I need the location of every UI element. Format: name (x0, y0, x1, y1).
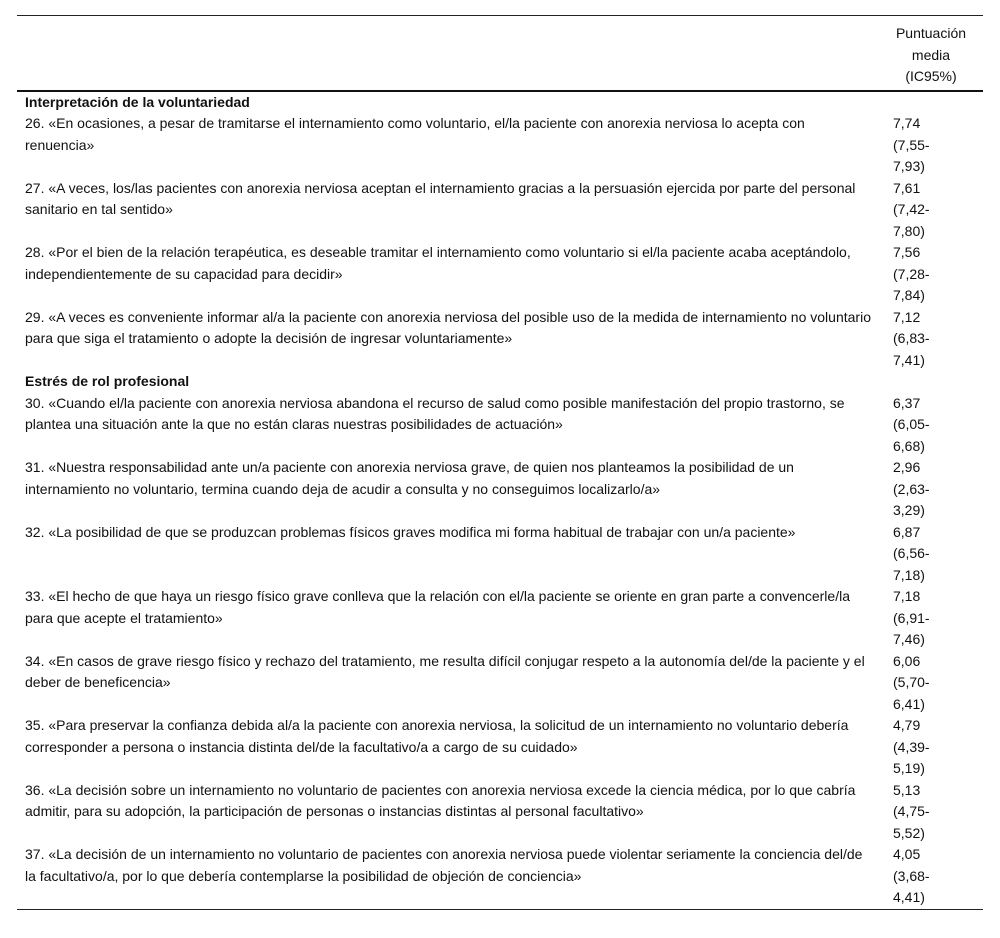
mean-value: 7,74 (893, 115, 921, 131)
confidence-interval: (6,83-7,41) (893, 330, 930, 368)
mean-value: 6,87 (893, 523, 921, 540)
table-row (17, 178, 983, 243)
section-row (17, 91, 983, 114)
section-title: Interpretación de la voluntariedad (25, 93, 250, 110)
item-text: 30. «Cuando el/la paciente con anorexia nerviosa abandona el recurso de salud como posible manifestación del propio trastorno, se plantea una situación ante la que no están claras nuestras posibilidades de actuación» (25, 394, 845, 432)
confidence-interval: (4,75-5,52) (893, 803, 930, 841)
table-row (17, 242, 983, 307)
section-title: Estrés de rol profesional (25, 373, 190, 389)
item-text: 29. «A veces es conveniente informar al/a la paciente con anorexia nerviosa del posible uso de la medida de internamiento no voluntario para que siga el tratamiento o adopte la decisión de ingresar voluntariamente» (25, 308, 871, 346)
header-mean-score: Puntuación media (IC95%) (895, 25, 967, 84)
item-text: 31. «Nuestra responsabilidad ante un/a paciente con anorexia nerviosa grave, de quien nos planteamos la posibilidad de un internamiento no voluntario, termina cuando deja de acudir a consulta y no conseguimos localizarlo/a» (25, 459, 794, 497)
section-row (17, 371, 983, 393)
confidence-interval: (6,05-6,68) (893, 416, 930, 454)
mean-value: 7,56 (893, 244, 921, 260)
confidence-interval: (6,56-7,18) (893, 545, 930, 583)
confidence-interval: (7,28-7,84) (893, 265, 930, 303)
confidence-interval: (5,70-6,41) (893, 674, 930, 712)
mean-value: 2,96 (893, 459, 921, 475)
table-row (17, 307, 983, 372)
item-text: 32. «La posibilidad de que se produzcan problemas físicos graves modifica mi forma habitual de trabajar con un/a paciente» (25, 523, 796, 540)
item-text: 27. «A veces, los/las pacientes con anorexia nerviosa aceptan el internamiento gracias a la persuasión ejercida por parte del personal sanitario en tal sentido» (25, 179, 856, 217)
confidence-interval: (7,42-7,80) (893, 201, 930, 239)
confidence-interval: (2,63-3,29) (893, 480, 930, 518)
mean-score-cell (889, 457, 983, 522)
confidence-interval: (7,55-7,93) (893, 136, 930, 174)
table-row (17, 844, 983, 909)
mean-score-cell (889, 113, 983, 178)
mean-value: 4,05 (893, 846, 921, 862)
item-text: 36. «La decisión sobre un internamiento no voluntario de pacientes con anorexia nerviosa excede la ciencia médica, por lo que cabría admitir, para su adopción, la participación de personas o instancias distintas al personal facultativo» (25, 781, 856, 819)
item-text: 34. «En casos de grave riesgo físico y rechazo del tratamiento, me resulta difícil conjugar respeto a la autonomía del/de la paciente y el deber de beneficencia» (25, 652, 865, 690)
header-row (17, 16, 983, 91)
mean-value: 7,18 (893, 588, 921, 604)
confidence-interval: (3,68-4,41) (893, 867, 930, 905)
mean-score-cell (889, 242, 983, 307)
mean-value: 5,13 (893, 781, 921, 798)
mean-score-cell (889, 178, 983, 243)
item-text: 26. «En ocasiones, a pesar de tramitarse el internamiento como voluntario, el/la paciente con anorexia nerviosa lo acepta con renuencia» (25, 115, 805, 153)
results-table (17, 15, 983, 910)
confidence-interval: (6,91-7,46) (893, 609, 930, 647)
table-row (17, 651, 983, 716)
item-text: 33. «El hecho de que haya un riesgo físico grave conlleva que la relación con el/la paciente se oriente en gran parte a convencerle/la para que acepte el tratamiento» (25, 588, 850, 626)
header-item (17, 16, 889, 91)
mean-score-cell (889, 393, 983, 458)
mean-value: 7,12 (893, 308, 921, 325)
mean-value: 7,61 (893, 179, 921, 196)
mean-value: 6,06 (893, 652, 921, 669)
confidence-interval: (4,39-5,19) (893, 738, 930, 776)
table-row (17, 113, 983, 178)
mean-score-cell (889, 586, 983, 651)
table-row (17, 457, 983, 522)
table-body (17, 91, 983, 910)
mean-score-cell (889, 715, 983, 780)
table-row (17, 586, 983, 651)
table-row (17, 780, 983, 845)
item-text: 37. «La decisión de un internamiento no voluntario de pacientes con anorexia nerviosa puede violentar seriamente la conciencia del/de la facultativo/a, por lo que debería contemplarse la posibilidad de objeción de conciencia» (25, 846, 863, 884)
item-text: 35. «Para preservar la confianza debida al/a la paciente con anorexia nerviosa, la solicitud de un internamiento no voluntario debería corresponder a persona o instancia distinta del/de la facultativo/a a cargo de su cuidado» (25, 717, 849, 755)
item-text: 28. «Por el bien de la relación terapéutica, es deseable tramitar el internamiento como voluntario si el/la paciente acaba aceptándolo, independientemente de su capacidad para decidir» (25, 244, 851, 282)
mean-score-cell (889, 522, 983, 587)
mean-score-cell (889, 307, 983, 372)
mean-value: 4,79 (893, 717, 921, 733)
mean-value: 6,37 (893, 394, 921, 411)
mean-score-cell (889, 844, 983, 909)
table-row (17, 393, 983, 458)
mean-score-cell (889, 651, 983, 716)
mean-score-cell (889, 780, 983, 845)
table-row (17, 522, 983, 587)
table-row (17, 715, 983, 780)
